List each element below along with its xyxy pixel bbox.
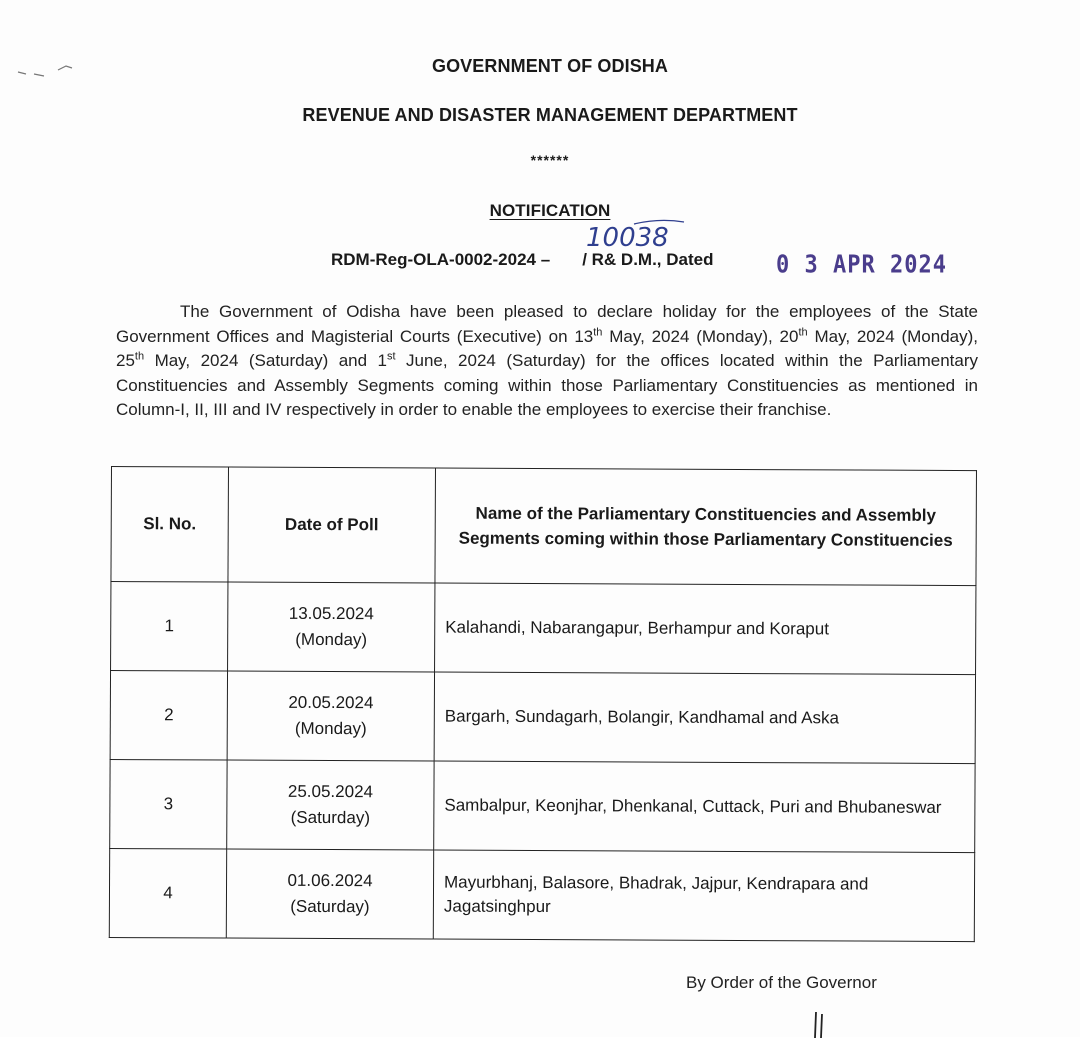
cell-day-value: (Saturday) (290, 896, 370, 917)
body-part-4: May, 2024 (Saturday) and 1 (144, 351, 387, 371)
cell-day-value: (Monday) (294, 718, 367, 739)
cell-sl: 1 (111, 582, 228, 672)
department-heading: REVENUE AND DISASTER MANAGEMENT DEPARTMENT (302, 105, 798, 125)
cell-sl: 4 (109, 848, 226, 938)
separator-stars: ****** (530, 152, 570, 168)
cell-sl: 3 (110, 759, 227, 849)
handwritten-number (584, 216, 694, 256)
cell-constituencies: Sambalpur, Keonjhar, Dhenkanal, Cuttack, Puri and Bhubaneswar (434, 761, 975, 853)
cell-date-value: 20.05.2024 (288, 692, 374, 713)
cell-date (226, 849, 433, 939)
body-sup-1: th (593, 325, 603, 338)
table-row (109, 848, 974, 941)
notification-body (116, 300, 978, 423)
cell-day-value: (Saturday) (290, 807, 371, 828)
signature-mark-icon (808, 1008, 838, 1038)
reference-suffix: / R& D.M., Dated (582, 250, 714, 269)
body-sup-4: st (386, 350, 396, 363)
table-row (110, 671, 975, 764)
cell-day-value: (Monday) (295, 629, 368, 650)
cell-date (227, 671, 434, 761)
table-header-row (111, 467, 977, 586)
cell-date (228, 582, 435, 672)
cell-constituencies: Mayurbhanj, Balasore, Bhadrak, Jajpur, Kendrapara and Jagatsinghpur (433, 850, 974, 942)
body-part-2: May, 2024 (Monday), 20 (602, 326, 799, 346)
header-constituencies: Name of the Parliamentary Constituencies and Assembly Segments coming within those Parliamentary Constituencies (435, 468, 977, 586)
body-sup-3: th (134, 350, 145, 363)
header-sl-no: Sl. No. (111, 467, 229, 583)
cell-constituencies: Bargarh, Sundagarh, Bolangir, Kandhamal and Aska (434, 672, 975, 764)
reference-prefix: RDM-Reg-OLA-0002-2024 – (331, 250, 551, 269)
cell-date-value: 01.06.2024 (287, 870, 373, 891)
by-order-line: By Order of the Governor (686, 973, 877, 992)
table-row (111, 582, 976, 675)
body-part-3: May, 2024 (Monday), 25 (116, 326, 978, 371)
header-date-of-poll: Date of Poll (228, 467, 436, 583)
cell-date-value: 25.05.2024 (287, 781, 374, 802)
table-row (110, 759, 975, 852)
body-part-1: The Government of Odisha have been pleased to declare holiday for the employees of the State Government Offices and Magisterial Courts (Executive) on 13 (116, 302, 978, 346)
body-sup-2: th (798, 325, 808, 338)
notification-title: NOTIFICATION (489, 201, 611, 220)
body-part-5: June, 2024 (Saturday) for the offices located within the Parliamentary Constituencies and Assembly Segments coming within those Parliamentary Constituencies as mentioned in Column-I, II, III and IV respectively in order to enable the employees to exercise their franchise. (116, 351, 978, 420)
holiday-table (109, 466, 977, 942)
cell-sl: 2 (110, 671, 227, 761)
cell-constituencies: Kalahandi, Nabarangapur, Berhampur and Koraput (435, 583, 976, 675)
date-stamp: 0 3 APR 2024 (776, 251, 947, 279)
handwritten-number-text: 10038 (586, 223, 669, 253)
cell-date (227, 760, 434, 850)
cell-date-value: 13.05.2024 (288, 603, 374, 624)
government-heading: GOVERNMENT OF ODISHA (431, 56, 668, 76)
